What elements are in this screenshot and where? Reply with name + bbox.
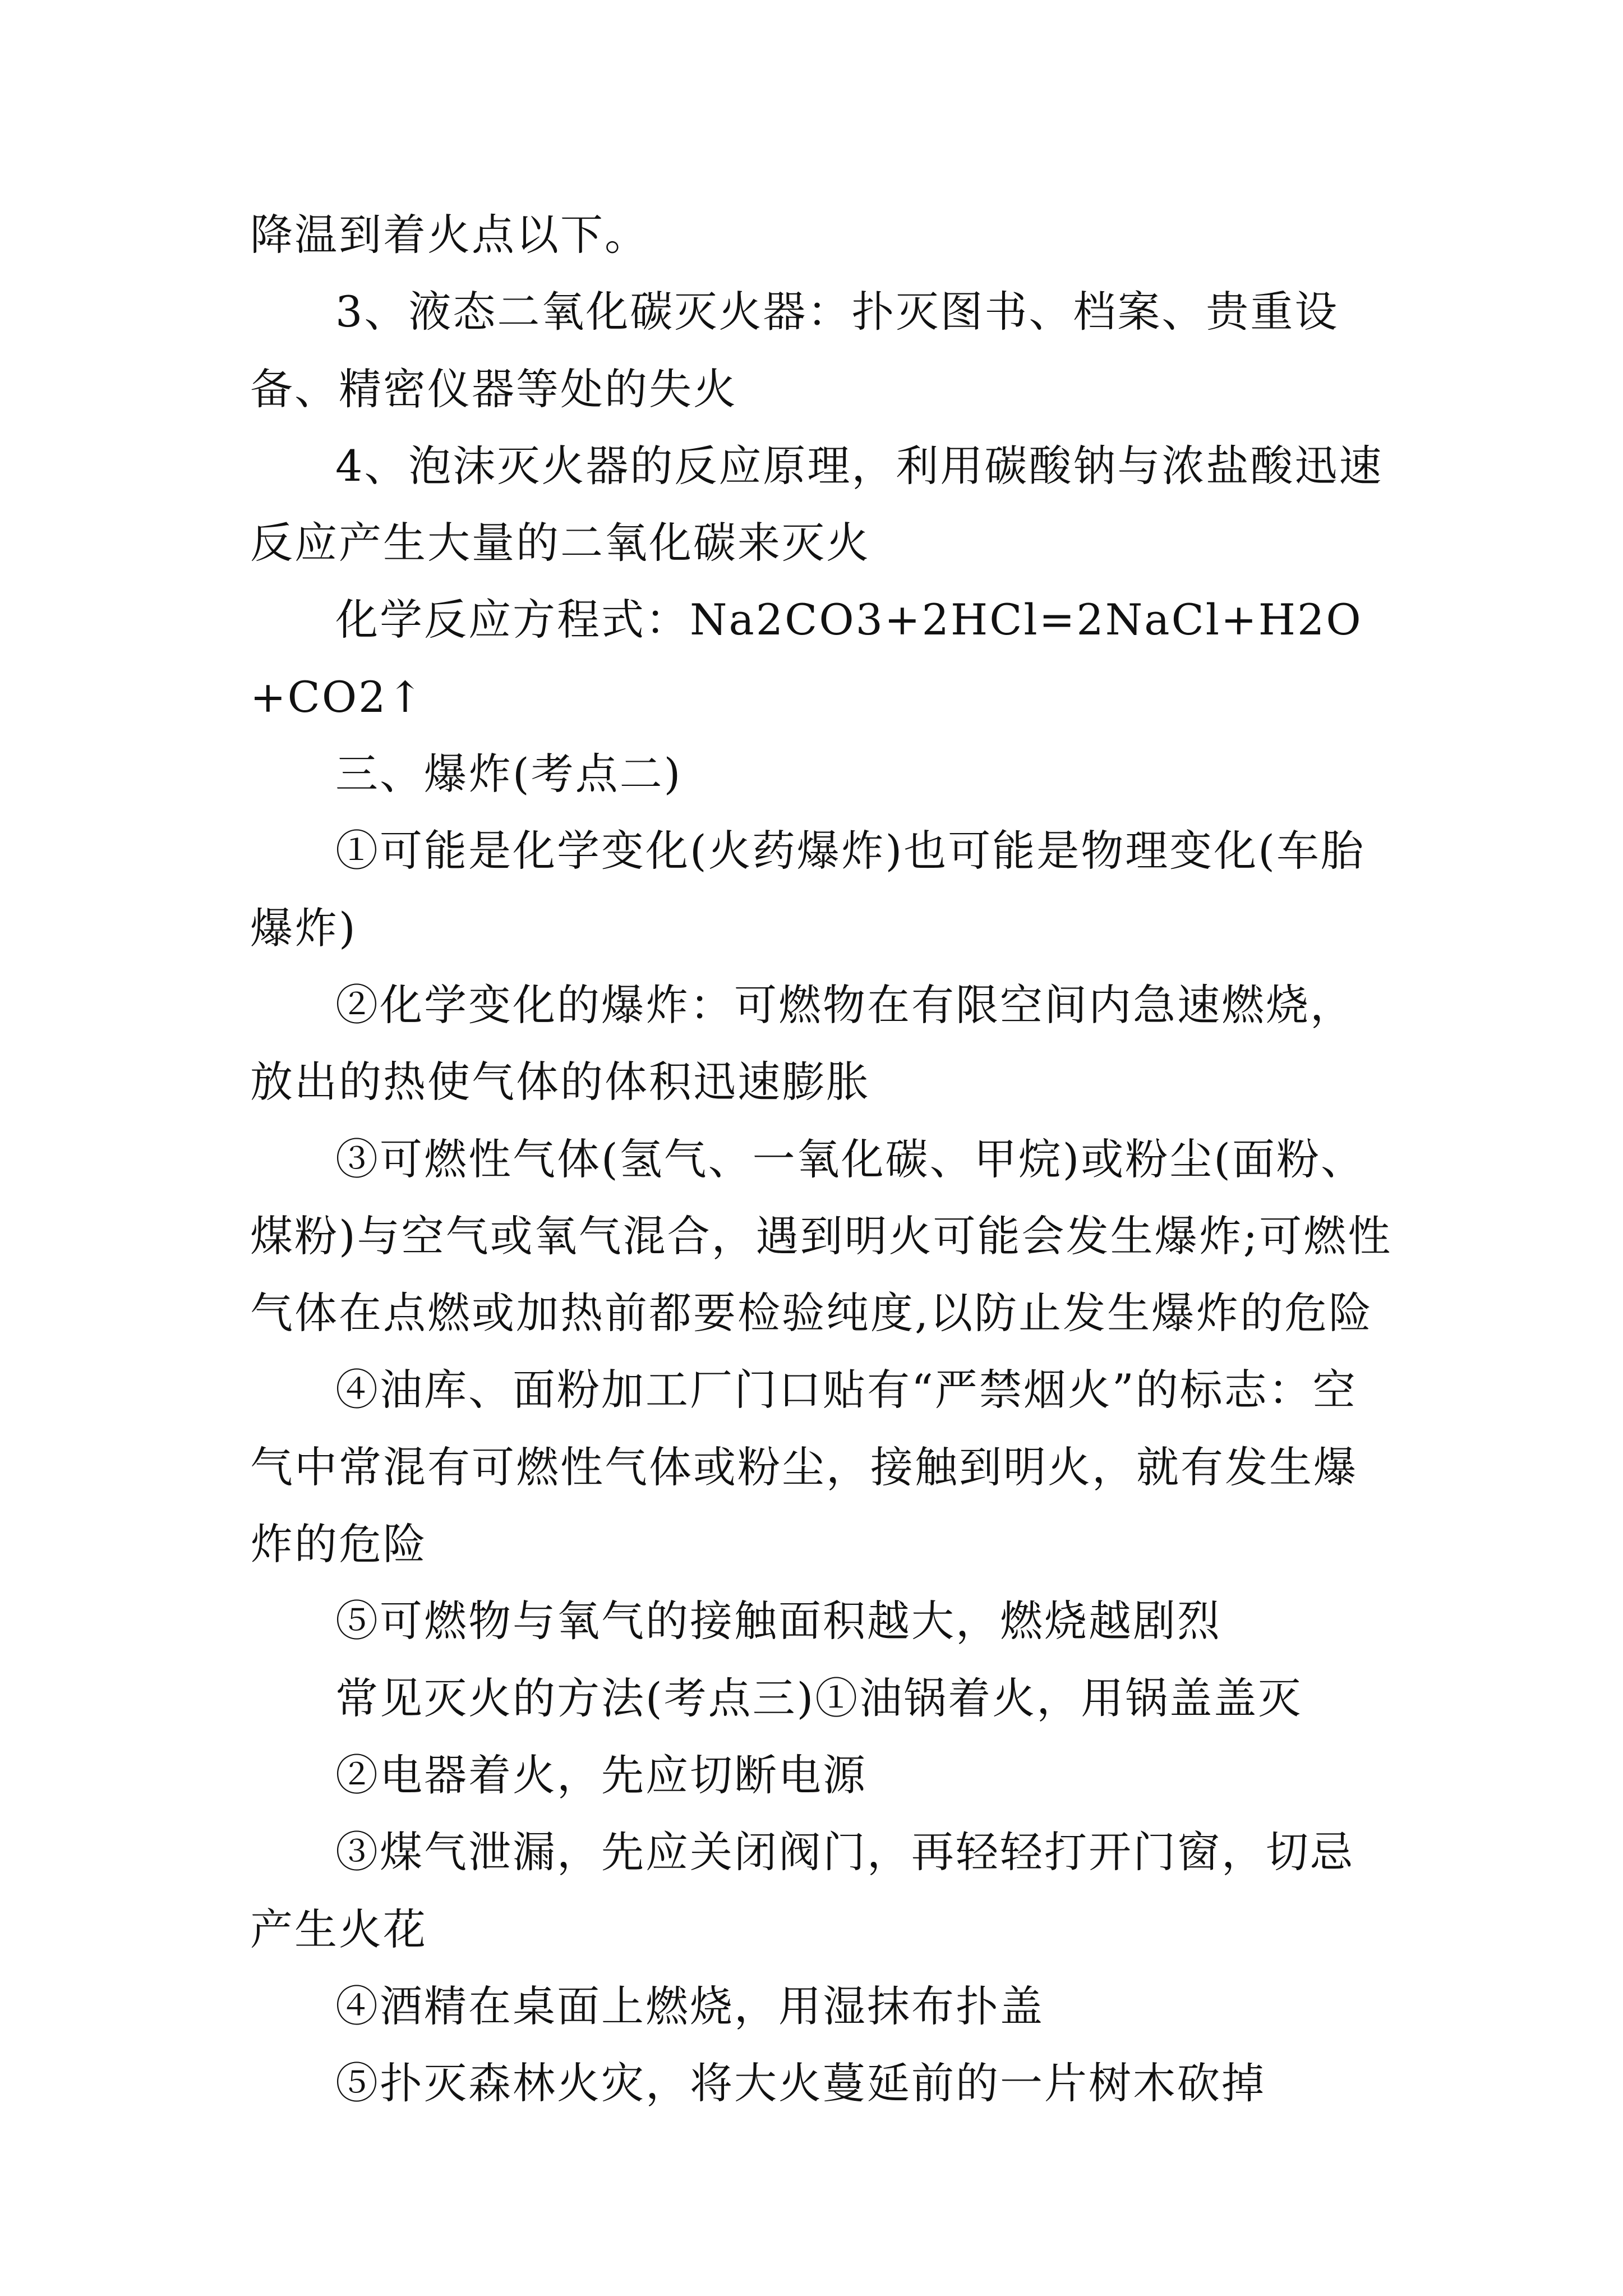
paragraph-cooling: 降温到着火点以下。 <box>250 210 649 260</box>
paragraph-explosion-1: ①可能是化学变化(火药爆炸)也可能是物理变化(车胎爆炸) <box>250 826 1365 953</box>
paragraph-extinguish-4: ④酒精在桌面上燃烧，用湿抹布扑盖 <box>335 1981 1044 2031</box>
paragraph-foam-extinguisher: 4、泡沫灭火器的反应原理，利用碳酸钠与浓盐酸迅速反应产生大量的二氧化碳来灭火 <box>250 440 1384 568</box>
paragraph-extinguish-2: ②电器着火，先应切断电源 <box>335 1750 867 1800</box>
section-heading-explosion: 三、爆炸(考点二) <box>335 749 683 799</box>
paragraph-explosion-4: ④油库、面粉加工厂门口贴有“严禁烟火”的标志：空气中常混有可燃性气体或粉尘，接触到明火，就有发生爆炸的危险 <box>250 1365 1358 1570</box>
document-body <box>250 196 1394 2122</box>
paragraph-explosion-3: ③可燃性气体(氢气、一氧化碳、甲烷)或粉尘(面粉、煤粉)与空气或氧气混合，遇到明火可能会发生爆炸;可燃性气体在点燃或加热前都要检验纯度,以防止发生爆炸的危险 <box>250 1134 1393 1338</box>
paragraph-extinguish-methods: 常见灭火的方法(考点三)①油锅着火，用锅盖盖灭 <box>335 1673 1303 1723</box>
paragraph-co2-extinguisher: 3、液态二氧化碳灭火器：扑灭图书、档案、贵重设备、精密仪器等处的失火 <box>250 287 1339 414</box>
paragraph-extinguish-3: ③煤气泄漏，先应关闭阀门，再轻轻打开门窗，切忌产生火花 <box>250 1827 1354 1954</box>
paragraph-chemical-equation: 化学反应方程式：Na2CO3+2HCl=2NaCl+H2O+CO2↑ <box>250 595 1363 722</box>
paragraph-extinguish-5: ⑤扑灭森林火灾，将大火蔓延前的一片树木砍掉 <box>335 2058 1266 2109</box>
paragraph-explosion-2: ②化学变化的爆炸：可燃物在有限空间内急速燃烧，放出的热使气体的体积迅速膨胀 <box>250 979 1354 1107</box>
paragraph-explosion-5: ⑤可燃物与氧气的接触面积越大，燃烧越剧烈 <box>335 1596 1221 1646</box>
